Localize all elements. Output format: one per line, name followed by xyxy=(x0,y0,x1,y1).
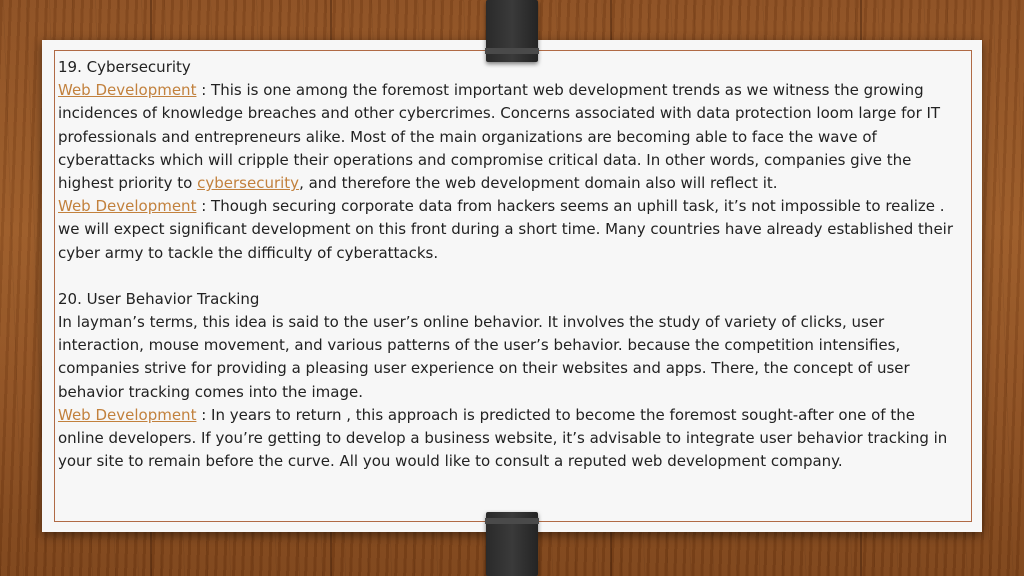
article-body xyxy=(58,56,958,473)
clip-band xyxy=(485,48,539,54)
cybersecurity-link[interactable]: cybersecurity xyxy=(197,174,300,193)
web-development-link[interactable]: Web Development xyxy=(58,405,197,424)
paragraph-text: , and therefore the web development domain also will reflect it. xyxy=(299,174,778,193)
paragraph-text: : Though securing corporate data from hackers seems an uphill task, it’s not impossible to realize . we will expect significant development on this front during a short time. Many countries have already established their cyber army to tackle the difficulty of cyberattacks. xyxy=(58,197,954,262)
section-heading: 19. Cybersecurity xyxy=(58,58,191,76)
clip-band xyxy=(485,518,539,524)
web-development-link[interactable]: Web Development xyxy=(58,197,197,216)
paragraph xyxy=(58,79,958,195)
bottom-binder-clip xyxy=(486,512,538,576)
section-gap xyxy=(58,265,958,288)
web-development-link[interactable]: Web Development xyxy=(58,81,197,100)
section-heading: 20. User Behavior Tracking xyxy=(58,289,260,308)
paragraph xyxy=(58,404,958,474)
paragraph: In layman’s terms, this idea is said to the user’s online behavior. It involves the study of variety of clicks, user interaction, mouse movement, and various patterns of the user’s behavior. because the competition intensifies, companies strive for providing a pleasing user experience on their websites and apps. There, the concept of user behavior tracking comes into the image. xyxy=(58,313,910,401)
paragraph-text: : In years to return , this approach is predicted to become the foremost sought-after one of the online developers. If you’re getting to develop a business website, it’s advisable to integrate user behavior tracking in your site to remain before the curve. All you would like to consult a reputed web development company. xyxy=(58,405,948,471)
top-binder-clip xyxy=(486,0,538,62)
paragraph-text: : This is one among the foremost important web development trends as we witness the growing incidences of knowledge breaches and other cybercrimes. Concerns associated with data protection loom large for IT professionals and entrepreneurs alike. Most of the main organizations are becoming able to face the wave of cyberattacks which will cripple their operations and compromise critical data. In other words, companies give the highest priority to xyxy=(58,81,941,193)
paragraph xyxy=(58,195,958,265)
content-card xyxy=(42,40,982,532)
